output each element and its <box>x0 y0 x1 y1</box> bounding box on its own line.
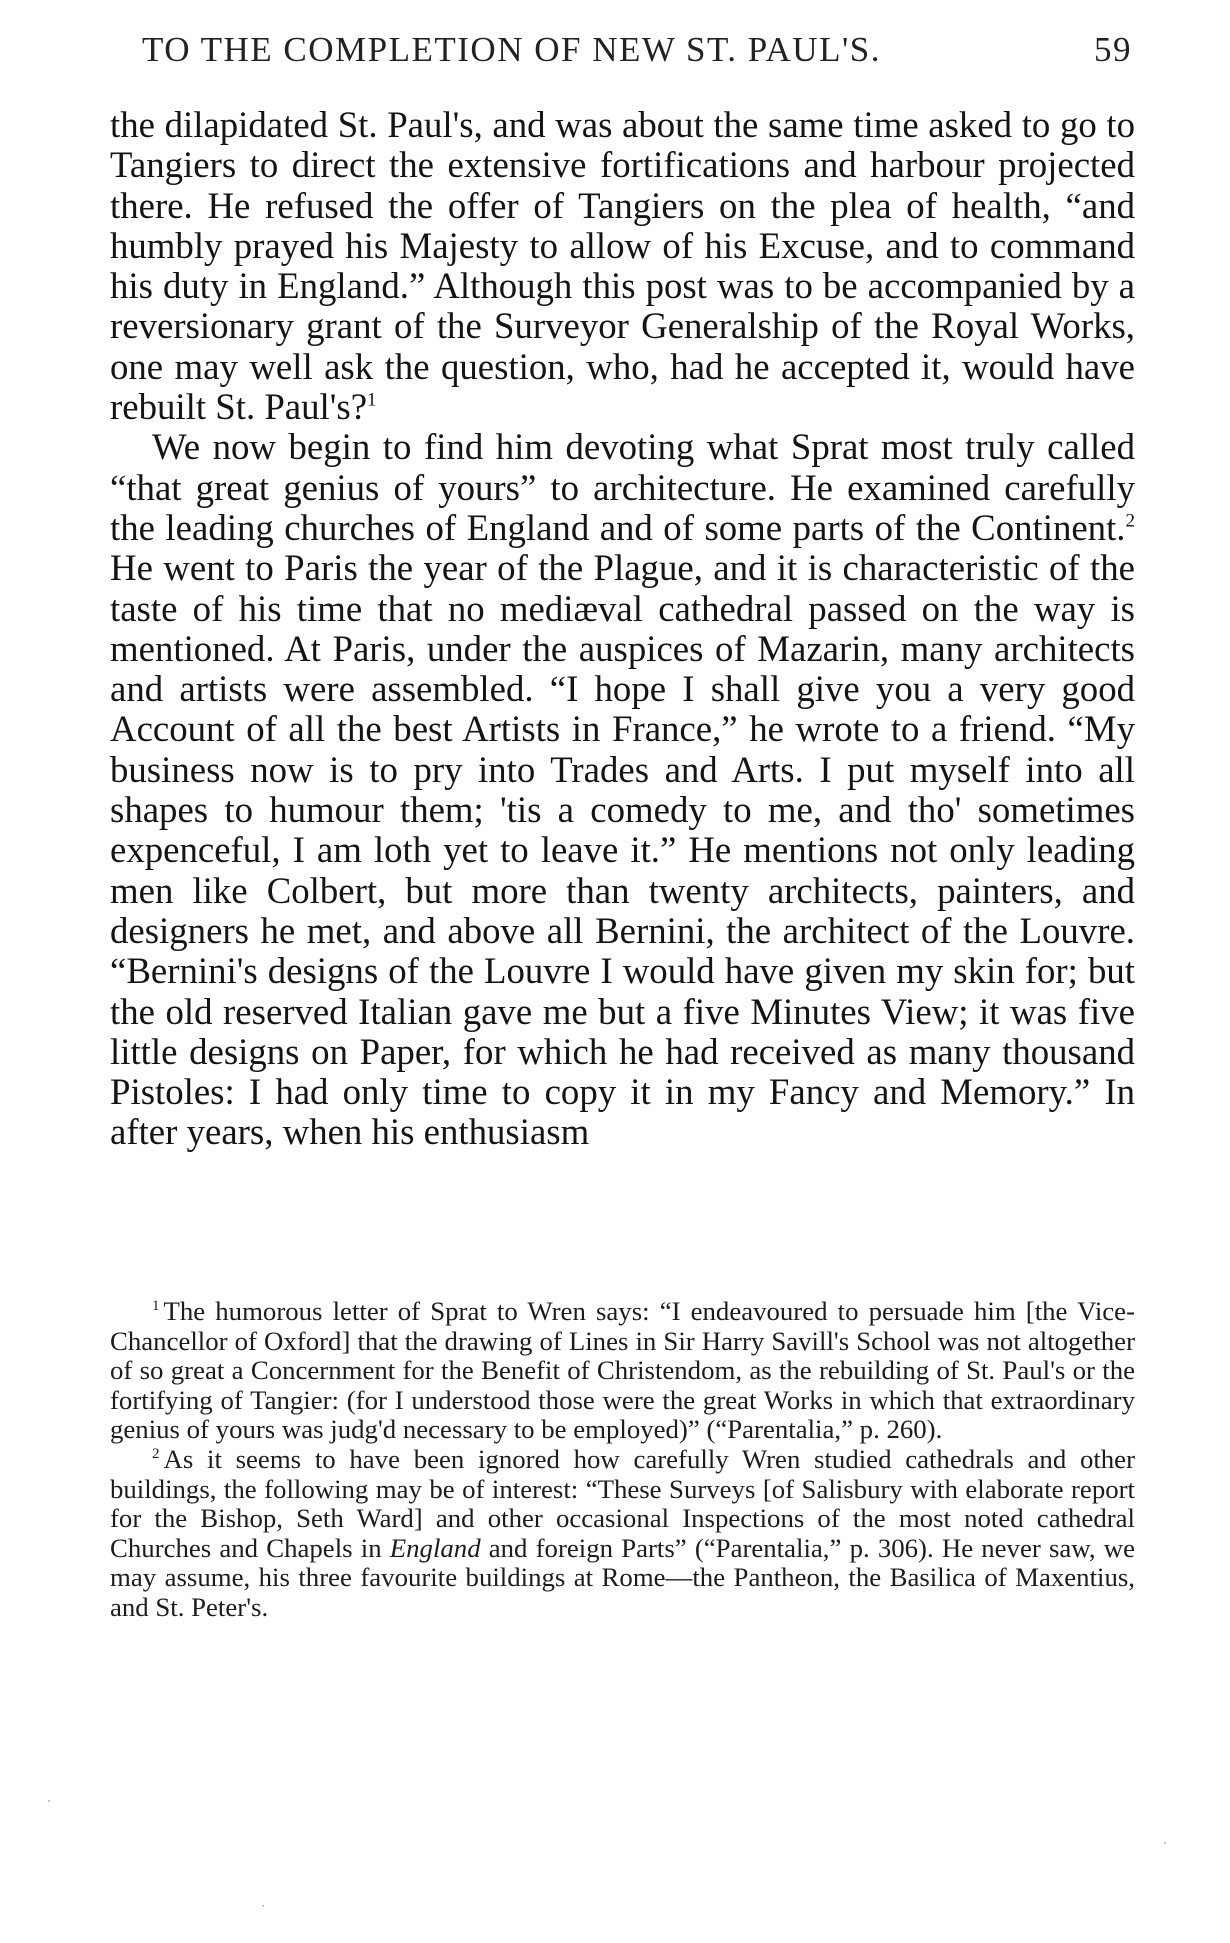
footnotes <box>110 1297 1135 1623</box>
footnote-italic: England <box>389 1532 481 1563</box>
scan-speck <box>262 1905 264 1907</box>
running-head-title: TO THE COMPLETION OF NEW ST. PAUL'S. <box>142 30 881 69</box>
body-text <box>110 105 1135 1153</box>
paragraph-text: We now begin to find him devoting what Sprat most truly called “that great genius of yours” to architecture. He examined carefully the leading churches of England and of some parts of the Continent. <box>110 426 1135 548</box>
scan-speck <box>1164 1842 1166 1844</box>
footnote-marker: 2 <box>1125 510 1135 532</box>
footnote <box>110 1445 1135 1623</box>
footnote-text: As it seems to have been ignored how carefully Wren studied cathedrals and other buildings, the following may be of interest: “These Surveys [of Salisbury with elaborate report for the Bishop, Seth Ward] and other occasional Inspections of the most noted cathedral Churches and Chapels in <box>110 1443 1135 1563</box>
paragraph-text: the dilapidated St. Paul's, and was about the same time asked to go to Tangiers to direct the extensive fortifications and harbour projected there. He refused the offer of Tangiers on the plea of health, “and humbly prayed his Majesty to allow of his Excuse, and to command his duty in England.” Although this post was to be accompanied by a reversionary grant of the Surveyor Generalship of the Royal Works, one may well ask the question, who, had he accepted it, would have rebuilt St. Paul's? <box>110 104 1135 428</box>
page-number: 59 <box>1094 30 1132 69</box>
paragraph <box>110 427 1135 1152</box>
paragraph <box>110 105 1135 427</box>
footnote-marker: 1 <box>367 389 377 411</box>
footnote-text: and foreign Parts” (“Parentalia,” p. 306). He never saw, we may assume, his three favourite buildings at Rome—the Pantheon, the Basilica of Maxentius, and St. Peter's. <box>110 1532 1135 1622</box>
footnote-text: The humorous letter of Sprat to Wren says: “I endeavoured to persuade him [the Vice-Chancellor of Oxford] that the drawing of Lines in Sir Harry Savill's School was not altogether of so great a Concernment for the Benefit of Christendom, as the rebuilding of St. Paul's or the fortifying of Tangier: (for I understood those were the great Works in which that extraordinary genius of yours was judg'd necessary to be employed)” (“Parentalia,” p. 260). <box>110 1296 1135 1445</box>
paragraph-text: He went to Paris the year of the Plague, and it is characteristic of the taste of his time that no mediæval cathedral passed on the way is mentioned. At Paris, under the auspices of Mazarin, many architects and artists were assembled. “I hope I shall give you a very good Account of all the best Artists in France,” he wrote to a friend. “My business now is to pry into Trades and Arts. I put myself into all shapes to humour them; 'tis a comedy to me, and tho' sometimes expenceful, I am loth yet to leave it.” He mentions not only leading men like Colbert, but more than twenty architects, painters, and designers he met, and above all Bernini, the architect of the Louvre. “Bernini's designs of the Louvre I would have given my skin for; but the old reserved Italian gave me but a five Minutes View; it was five little designs on Paper, for which he had received as many thousand Pistoles: I had only time to copy it in my Fancy and Memory.” In after years, when his enthusiasm <box>110 547 1135 1153</box>
footnote-number: 1 <box>152 1298 160 1315</box>
footnote <box>110 1297 1135 1445</box>
running-head <box>142 30 1132 78</box>
footnote-number: 2 <box>152 1446 160 1463</box>
scan-speck <box>48 1800 50 1802</box>
